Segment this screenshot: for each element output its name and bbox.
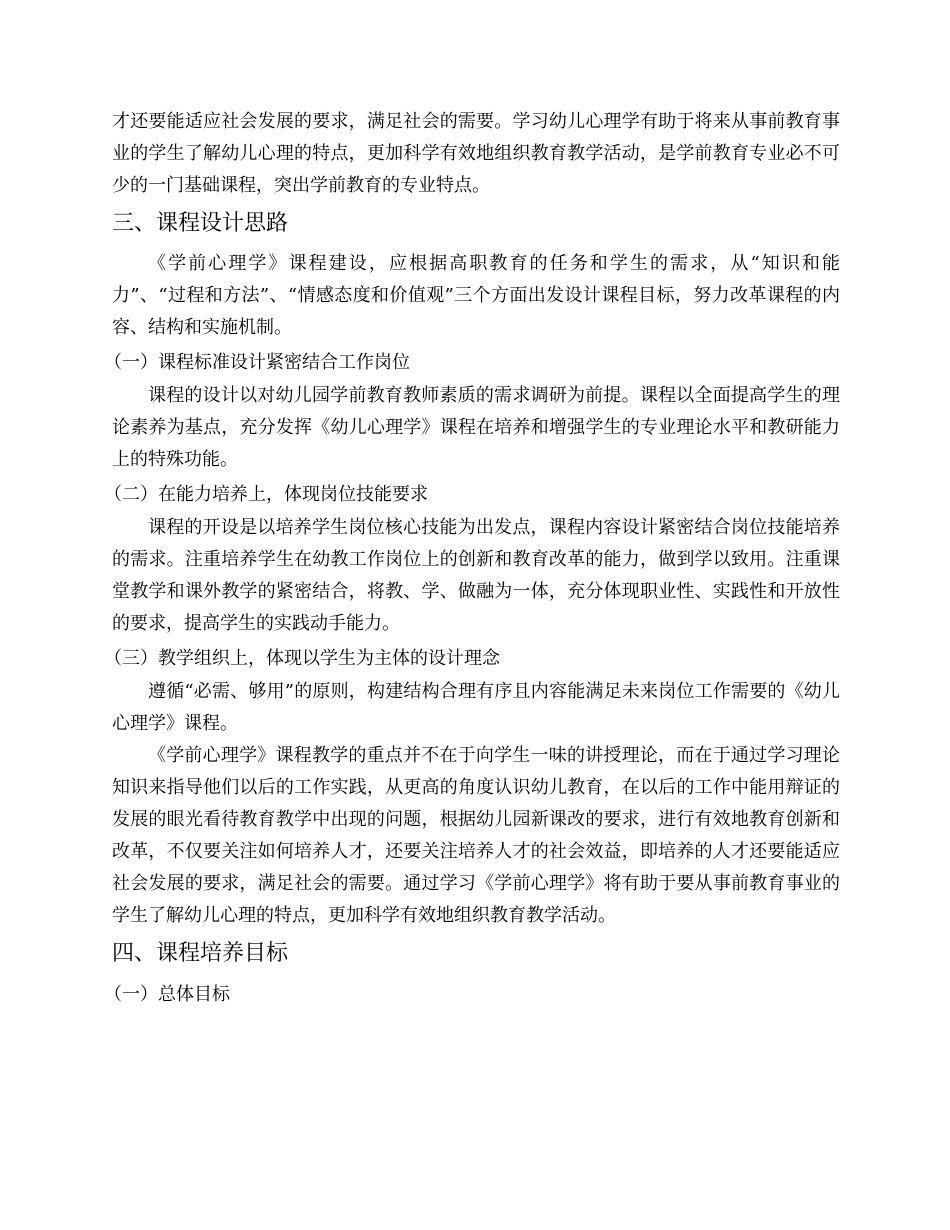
paragraph-principle: 遵循“必需、够用”的原则，构建结构合理有序且内容能满足未来岗位工作需要的《幼儿心理学》课程。 [112,681,840,734]
subsection-heading-ability-training: （二）在能力培养上，体现岗位技能要求 [104,484,428,505]
paragraph-design-premise: 课程的设计以对幼儿园学前教育教师素质的需求调研为前提。课程以全面提高学生的理论素养为基点，充分发挥《幼儿心理学》课程在培养和增强学生的专业理论水平和教研能力上的特殊功能。 [112,385,840,470]
paragraph-core-skills: 课程的开设是以培养学生岗位核心技能为出发点，课程内容设计紧密结合岗位技能培养的需求。注重培养学生在幼教工作岗位上的创新和教育改革的能力，做到学以致用。注重课堂教学和课外教学的紧密结合，将教、学、做融为一体，充分体现职业性、实践性和开放性的要求，提高学生的实践动手能力。 [112,517,840,634]
subsection-heading-student-centered: （三）教学组织上，体现以学生为主体的设计理念 [104,648,500,669]
subsection-heading-overall-goal: （一）总体目标 [104,984,230,1005]
paragraph-teaching-focus: 《学前心理学》课程教学的重点并不在于向学生一味的讲授理论，而在于通过学习理论知识来指导他们以后的工作实践，从更高的角度认识幼儿教育，在以后的工作中能用辩证的发展的眼光看待教育教学中出现的问题，根据幼儿园新课改的要求，进行有效地教育创新和改革，不仅要关注如何培养人才，还要关注培养人才的社会效益，即培养的人才还要能适应社会发展的要求，满足社会的需要。通过学习《学前心理学》将有助于要从事前教育事业的学生了解幼儿心理的特点，更加科学有效地组织教育教学活动。 [112,745,840,926]
section-heading-course-design: 三、课程设计思路 [112,211,289,236]
document-body [104,106,840,1012]
paragraph-course-construction: 《学前心理学》课程建设，应根据高职教育的任务和学生的需求，从“知识和能力”、“过程和方法”、“情感态度和价值观”三个方面出发设计课程目标，努力改革课程的内容、结构和实施机制。 [112,253,840,338]
section-heading-training-goals: 四、课程培养目标 [112,941,289,966]
subsection-heading-standard-design: （一）课程标准设计紧密结合工作岗位 [104,352,410,373]
paragraph-continued: 才还要能适应社会发展的要求，满足社会的需要。学习幼儿心理学有助于将来从事前教育事业的学生了解幼儿心理的特点，更加科学有效地组织教育教学活动，是学前教育专业必不可少的一门基础课程，突出学前教育的专业特点。 [112,111,840,196]
